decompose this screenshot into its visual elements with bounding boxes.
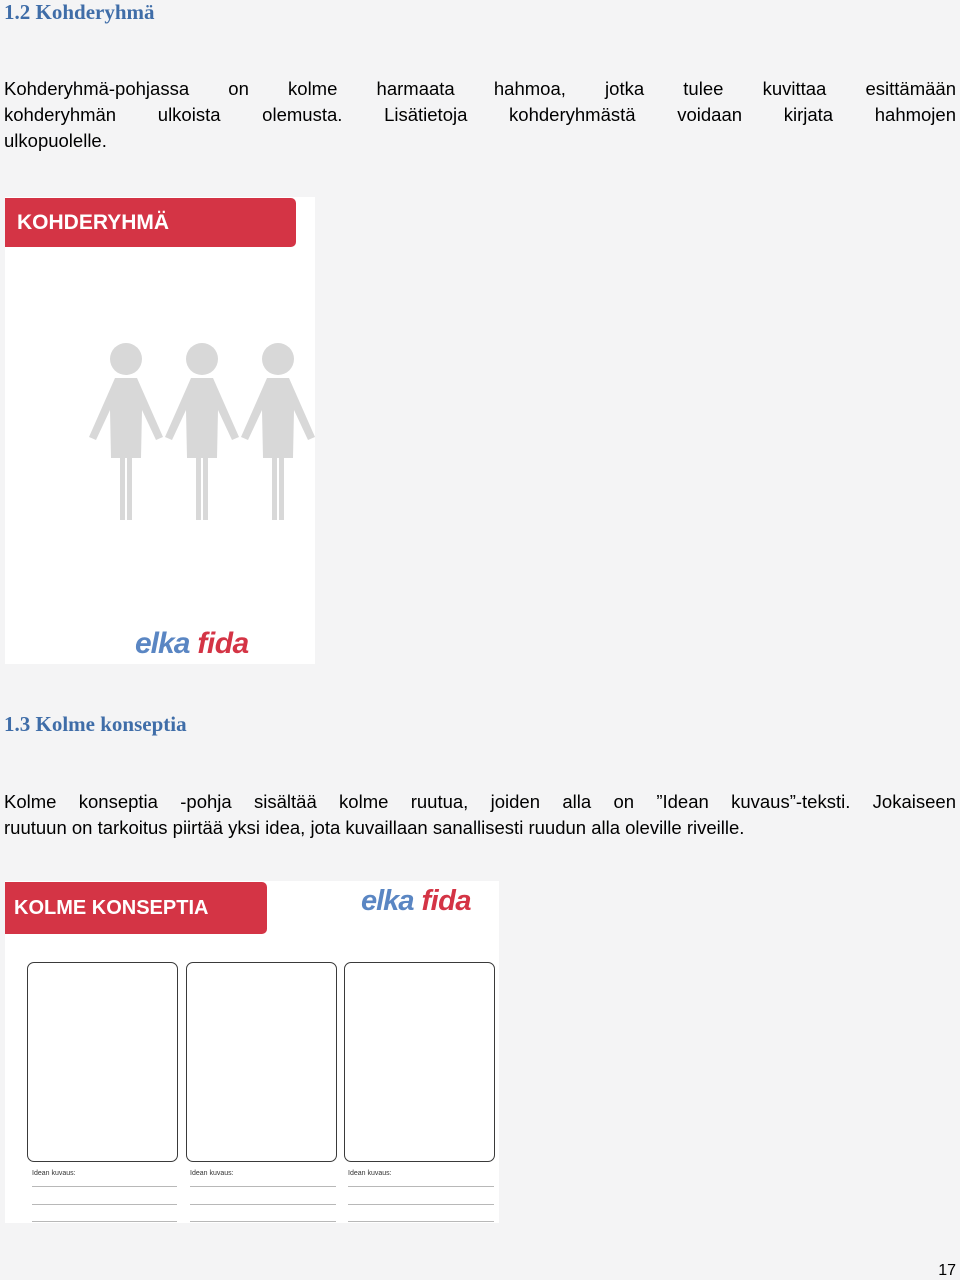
section-heading-kolme-konseptia: 1.3 Kolme konseptia	[4, 712, 187, 736]
idea-description-caption: Idean kuvaus:	[32, 1170, 76, 1177]
concept-box-3	[344, 962, 495, 1162]
writing-line	[190, 1204, 336, 1205]
elka-fida-logo: elka fida	[361, 885, 472, 917]
person-figure-2	[165, 343, 239, 520]
page-number: 17	[938, 1262, 956, 1279]
template-banner: KOLME KONSEPTIA	[5, 882, 267, 934]
section-paragraph-kolme-konseptia	[4, 789, 956, 841]
writing-line	[32, 1221, 177, 1222]
person-figure-3	[241, 343, 315, 520]
paragraph-line: Kolme konseptia -pohja sisältää kolme ruutua, joiden alla on ”Idean kuvaus”-teksti. Jokaiseen	[4, 791, 956, 812]
section-paragraph-kohderyhma	[4, 76, 956, 154]
template-banner: KOHDERYHMÄ	[5, 198, 296, 247]
section-heading-kohderyhma: 1.2 Kohderyhmä	[4, 0, 155, 24]
paragraph-line: ruutuun on tarkoitus piirtää yksi idea, jota kuvaillaan sanallisesti ruudun alla oleville riveille.	[4, 817, 745, 838]
writing-line	[348, 1186, 494, 1187]
target-group-figures	[89, 342, 315, 522]
kohderyhma-template-image	[5, 197, 315, 664]
writing-line	[348, 1221, 494, 1222]
person-figure-1	[89, 343, 163, 520]
concept-box-1	[27, 962, 178, 1162]
writing-line	[190, 1186, 336, 1187]
writing-line	[348, 1204, 494, 1205]
idea-description-caption: Idean kuvaus:	[348, 1170, 392, 1177]
paragraph-line: ulkopuolelle.	[4, 130, 107, 151]
writing-line	[190, 1221, 336, 1222]
writing-line	[32, 1186, 177, 1187]
paragraph-line: Kohderyhmä-pohjassa on kolme harmaata hahmoa, jotka tulee kuvittaa esittämään	[4, 78, 956, 99]
paragraph-line: kohderyhmän ulkoista olemusta. Lisätietoja kohderyhmästä voidaan kirjata hahmojen	[4, 104, 956, 125]
idea-description-caption: Idean kuvaus:	[190, 1170, 234, 1177]
elka-fida-logo: elka fida	[135, 627, 249, 660]
concept-box-2	[186, 962, 337, 1162]
writing-line	[32, 1204, 177, 1205]
kolme-konseptia-template-image	[5, 881, 499, 1223]
